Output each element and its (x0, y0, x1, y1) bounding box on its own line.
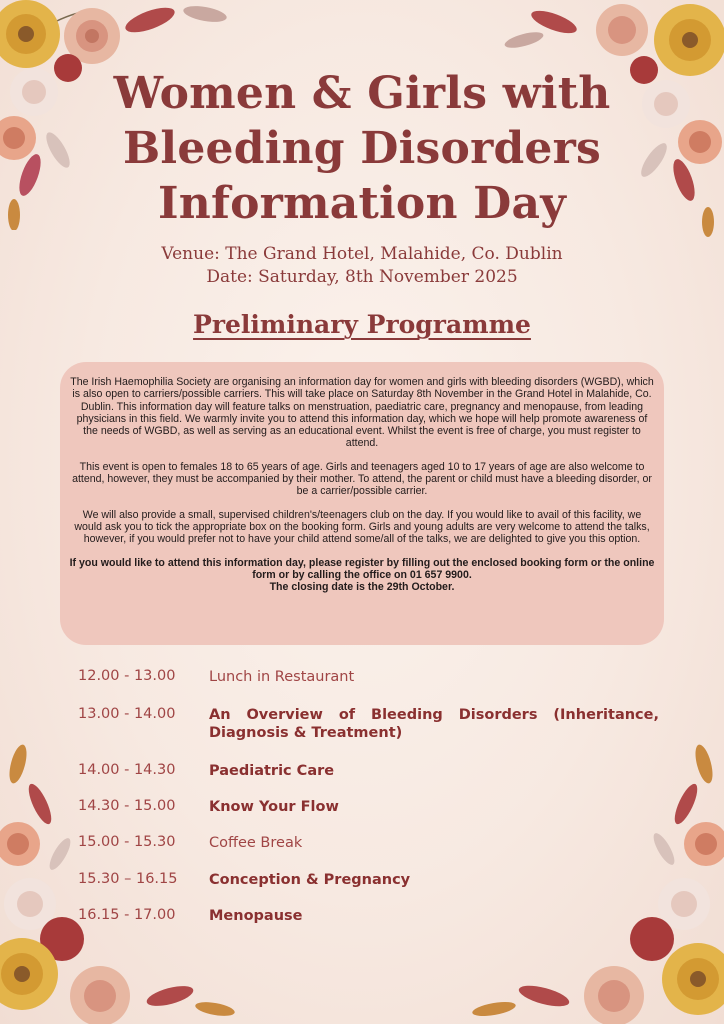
session-title: Menopause (209, 908, 303, 924)
closing-date-text: The closing date is the 29th October. (269, 581, 455, 594)
registration-text: If you would like to attend this information day, please register by filling out the enclosed booking form or the online form or by calling the office on 01 657 9900. (69, 556, 655, 581)
info-box (60, 362, 664, 645)
title-line: Information Day (157, 178, 567, 229)
session-time: 12.00 - 13.00 (78, 668, 176, 684)
event-details (100, 243, 624, 289)
venue-text: Venue: The Grand Hotel, Malahide, Co. Dublin (161, 244, 563, 264)
programme-heading: Preliminary Programme (193, 310, 531, 339)
session-title: Coffee Break (209, 835, 303, 851)
event-title (80, 66, 644, 231)
title-line: Bleeding Disorders (123, 123, 601, 174)
session-time: 15.00 - 15.30 (78, 834, 176, 850)
session-time: 14.00 - 14.30 (78, 762, 176, 778)
session-title: Know Your Flow (209, 799, 339, 815)
session-title: Lunch in Restaurant (209, 669, 355, 685)
title-line: Women & Girls with (113, 68, 611, 119)
session-time: 14.30 - 15.00 (78, 798, 176, 814)
session-title: Paediatric Care (209, 763, 335, 779)
date-text: Date: Saturday, 8th November 2025 (206, 267, 518, 287)
session-time: 16.15 - 17.00 (78, 907, 176, 923)
info-paragraph: This event is open to females 18 to 65 years of age. Girls and teenagers aged 10 to 17 years of age are also welcome to attend, however, they must be accompanied by their mother. To attend, the parent or child must have a bleeding disorder, or be a carrier/possible carrier. (72, 460, 652, 498)
info-paragraph: The Irish Haemophilia Society are organising an information day for women and girls with bleeding disorders (WGBD), which is also open to carriers/possible carriers. This will take place on Saturday 8th November in the Grand Hotel in Malahide, Co. Dublin. This information day will feature talks on menstruation, paediatric care, pregnancy and menopause, from leading physicians in this field. We warmly invite you to attend this information day, which we hope will help promote awareness of the needs of WGBD, as well as serving as an educational event. Whilst the event is free of charge, you must register to attend. (70, 376, 654, 450)
registration-notice (68, 557, 656, 594)
session-title: Conception & Pregnancy (209, 872, 411, 888)
session-time: 13.00 - 14.00 (78, 706, 176, 722)
session-title: An Overview of Bleeding Disorders (Inheritance, Diagnosis & Treatment) (209, 707, 659, 741)
info-paragraph: We will also provide a small, supervised children's/teenagers club on the day. If you would like to avail of this facility, we would ask you to tick the appropriate box on the booking form. Girls and young adults are very welcome to attend the talks, however, if you would prefer not to have your child attend some/all of the talks, we are delighted to give you this option. (74, 508, 650, 546)
session-time: 15.30 – 16.15 (78, 871, 178, 887)
